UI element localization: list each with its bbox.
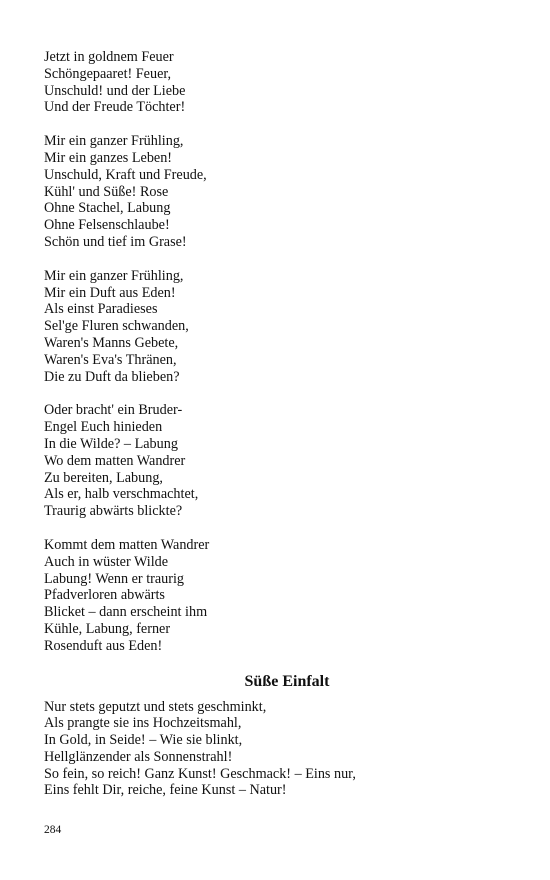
poem-line: Schön und tief im Grase!	[44, 233, 187, 250]
poem-line: Hellglänzender als Sonnenstrahl!	[44, 748, 233, 765]
poem-line: Als prangte sie ins Hochzeitsmahl,	[44, 715, 242, 732]
poem-line: Die zu Duft da blieben?	[44, 368, 180, 385]
poem-line: Pfadverloren abwärts	[44, 587, 165, 604]
poem-line: Mir ein ganzes Leben!	[44, 149, 173, 166]
poem-line: Unschuld, Kraft und Freude,	[44, 166, 207, 183]
poem-line: Kühle, Labung, ferner	[44, 620, 171, 637]
poem-line: Schöngepaaret! Feuer,	[44, 65, 172, 82]
book-page	[44, 49, 514, 816]
poem-line: Mir ein ganzer Frühling,	[44, 133, 184, 150]
poem-continued	[44, 49, 514, 655]
stanza	[44, 133, 514, 251]
page-number: 284	[44, 824, 62, 836]
poem-line: Mir ein ganzer Frühling,	[44, 267, 184, 284]
poem-line: Als er, halb verschmachtet,	[44, 486, 199, 503]
poem-line: Unschuld! und der Liebe	[44, 82, 186, 99]
poem-line: Mir ein Duft aus Eden!	[44, 284, 176, 301]
stanza	[44, 268, 514, 386]
stanza	[44, 537, 514, 655]
poem-line: Labung! Wenn er traurig	[44, 570, 185, 587]
poem-line: Eins fehlt Dir, reiche, feine Kunst – Natur!	[44, 782, 287, 799]
stanza	[44, 49, 514, 116]
poem-line: Oder bracht' ein Bruder-	[44, 402, 183, 419]
poem-line: Als einst Paradieses	[44, 301, 158, 318]
poem-line: Rosenduft aus Eden!	[44, 637, 163, 654]
poem-line: Zu bereiten, Labung,	[44, 469, 163, 486]
poem-line: Kühl' und Süße! Rose	[44, 183, 169, 200]
poem-line: Nur stets geputzt und stets geschminkt,	[44, 698, 267, 715]
poem-line: Waren's Manns Gebete,	[44, 334, 179, 351]
poem-suesse-einfalt	[44, 672, 514, 800]
poem-line: Waren's Eva's Thränen,	[44, 351, 177, 368]
poem-line: Traurig abwärts blickte?	[44, 503, 183, 520]
poem-line: Ohne Felsenschlaube!	[44, 217, 170, 234]
stanza	[44, 402, 514, 520]
poem-title: Süße Einfalt	[244, 672, 330, 690]
poem-line: Sel'ge Fluren schwanden,	[44, 318, 189, 335]
poem-line: Blicket – dann erscheint ihm	[44, 604, 208, 621]
poem-line: Kommt dem matten Wandrer	[44, 536, 210, 553]
poem-line: In die Wilde? – Labung	[44, 435, 178, 452]
poem-line: Ohne Stachel, Labung	[44, 200, 171, 217]
poem-line: So fein, so reich! Ganz Kunst! Geschmack! – Eins nur,	[44, 765, 356, 782]
stanza	[44, 699, 514, 800]
poem-line: Wo dem matten Wandrer	[44, 452, 186, 469]
poem-line: Jetzt in goldnem Feuer	[44, 49, 174, 65]
poem-line: Engel Euch hinieden	[44, 419, 163, 436]
poem-line: Auch in wüster Wilde	[44, 553, 169, 570]
poem-line: Und der Freude Töchter!	[44, 99, 186, 116]
poem-line: In Gold, in Seide! – Wie sie blinkt,	[44, 732, 243, 749]
